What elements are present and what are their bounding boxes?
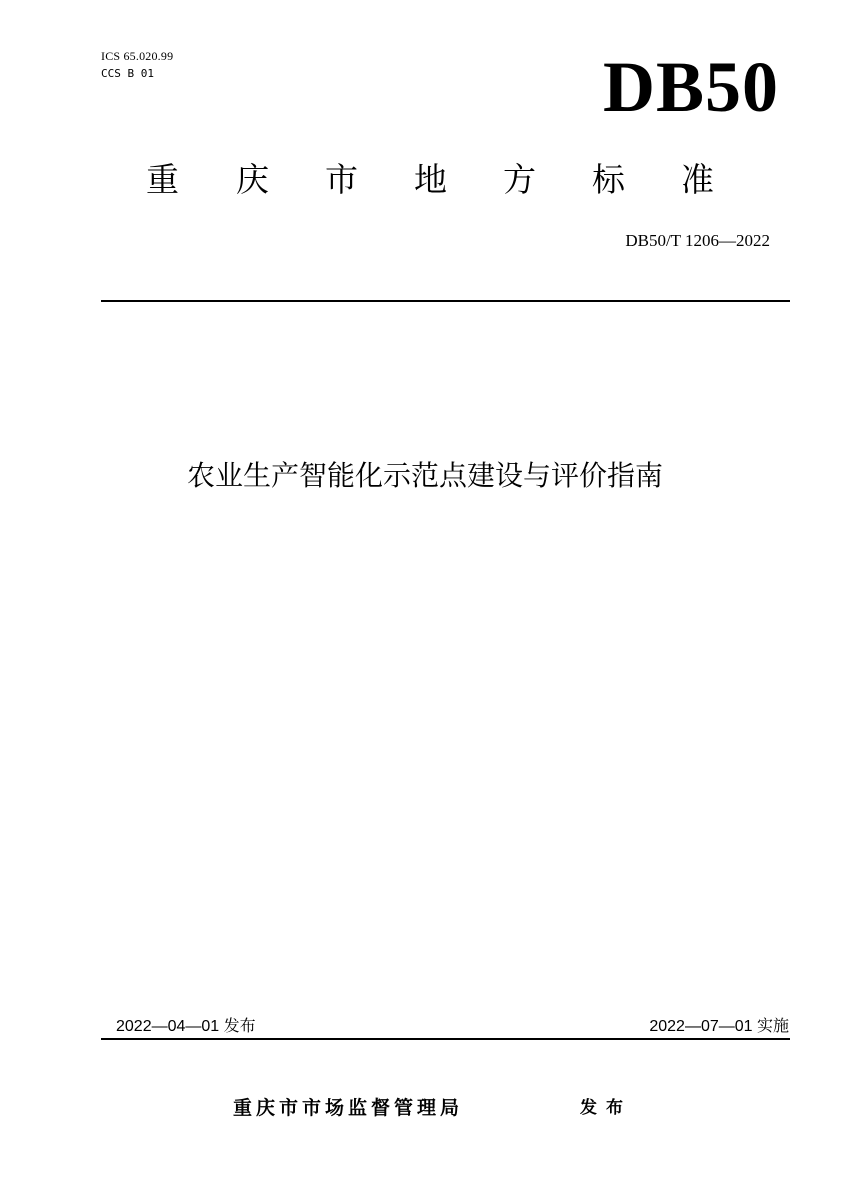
issue-date: 2022—04—01 发布 xyxy=(116,1018,256,1035)
standard-type-char: 准 xyxy=(681,160,714,199)
standard-code-logo: DB50 xyxy=(602,47,779,127)
standard-type-char: 庆 xyxy=(236,160,269,199)
top-divider xyxy=(101,300,790,302)
bottom-divider xyxy=(101,1038,790,1040)
document-title: 农业生产智能化示范点建设与评价指南 xyxy=(186,459,663,492)
standard-type-char: 标 xyxy=(592,160,625,199)
standard-number: DB50/T 1206—2022 xyxy=(625,231,770,250)
standard-type-char: 方 xyxy=(503,160,536,199)
ccs-code: CCS B 01 xyxy=(101,67,154,80)
standard-type-char: 地 xyxy=(414,160,447,199)
ics-code: ICS 65.020.99 xyxy=(101,49,174,63)
standard-type-char: 重 xyxy=(146,160,179,199)
issuing-authority: 重庆市市场监督管理局 xyxy=(233,1097,464,1119)
implementation-date: 2022—07—01 实施 xyxy=(649,1018,789,1035)
standard-type-char: 市 xyxy=(325,160,358,199)
issue-label: 发布 xyxy=(580,1098,632,1118)
